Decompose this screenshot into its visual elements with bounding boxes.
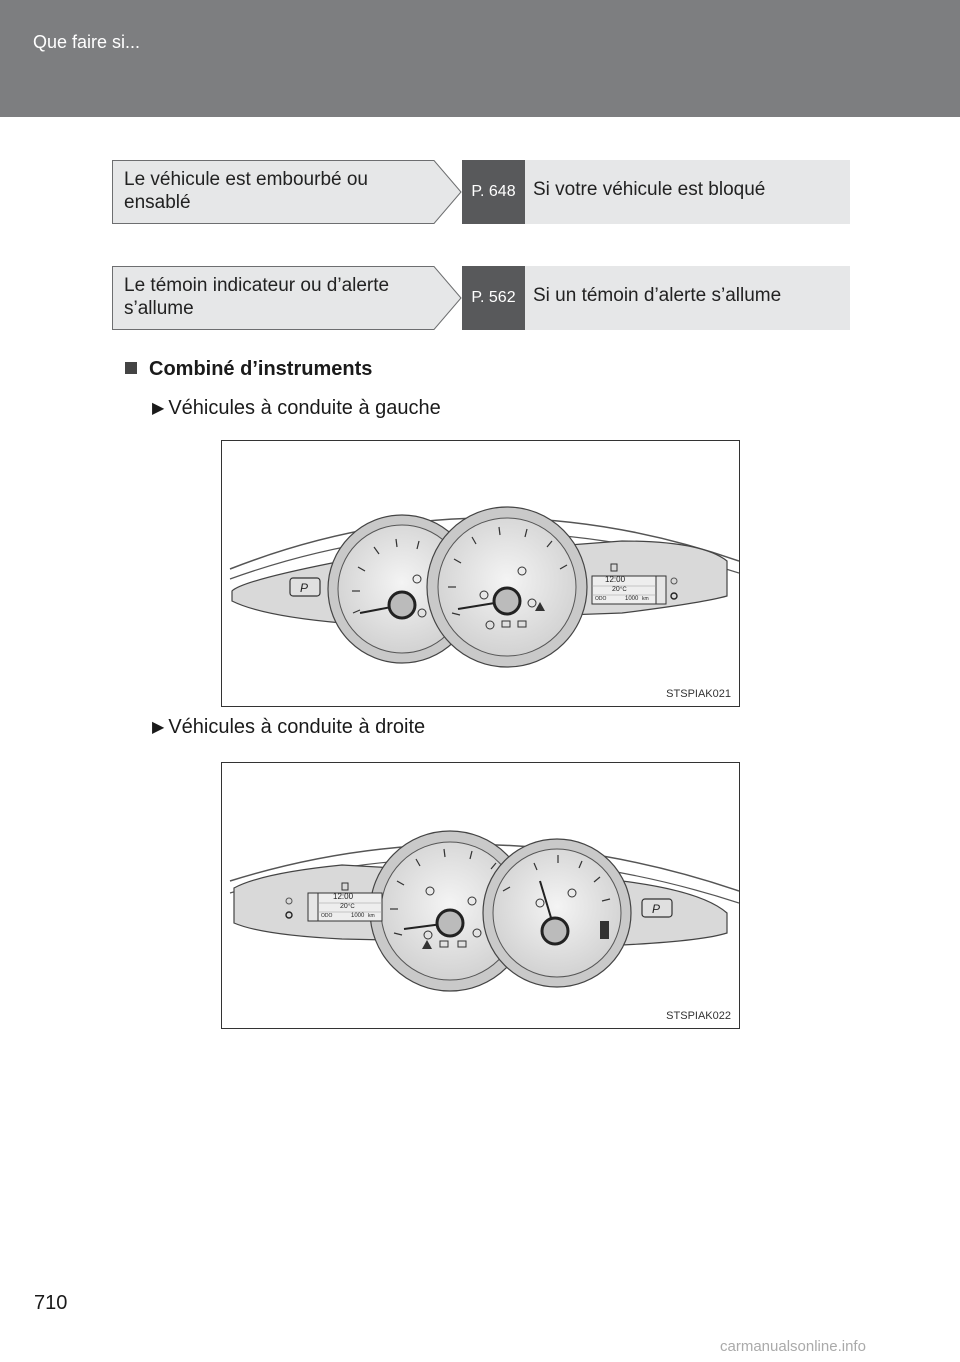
lcd-odo-value: 1000 (625, 596, 639, 602)
action-box (525, 266, 850, 330)
figure-lhd-cluster (221, 440, 740, 707)
figure-code: STSPIAK021 (666, 688, 731, 700)
triangle-bullet-icon: ▶ (152, 719, 165, 736)
gear-p-label: P (652, 902, 661, 916)
lcd-odo-label: ODO (321, 913, 333, 919)
lcd-odo-unit: km (368, 913, 375, 919)
variant-heading-text: Véhicules à conduite à gauche (168, 397, 441, 419)
section-heading (125, 358, 372, 381)
figure-code: STSPIAK022 (666, 1010, 731, 1022)
page-reference-link[interactable]: P. 562 (462, 266, 525, 330)
lcd-time: 12:00 (605, 575, 626, 584)
page-header (0, 0, 960, 117)
variant-heading-rhd (152, 716, 425, 739)
variant-heading-text: Véhicules à conduite à droite (168, 716, 426, 738)
section-heading-text: Combiné d’instruments (149, 358, 373, 380)
lcd-odo-value: 1000 (351, 913, 365, 919)
header-title: Que faire si... (33, 32, 141, 52)
lcd-time: 12:00 (333, 892, 354, 901)
lcd-temp-unit: °C (620, 587, 627, 593)
lcd-temp: 20 (612, 586, 620, 593)
lcd-odo-label: ODO (595, 596, 607, 602)
condition-box (112, 266, 462, 330)
page-number: 710 (34, 1292, 68, 1314)
lcd-temp-unit: °C (348, 904, 355, 910)
triangle-bullet-icon: ▶ (152, 400, 165, 417)
action-text: Si votre véhicule est bloqué (533, 179, 766, 200)
lcd-odo-unit: km (642, 596, 649, 602)
lcd-temp: 20 (340, 903, 348, 910)
condition-text: Le témoin indicateur ou d’alerte s’allume (124, 275, 390, 319)
variant-heading-lhd (152, 397, 441, 420)
instrument-cluster-illustration (222, 763, 739, 1028)
square-bullet-icon (125, 362, 137, 374)
condition-text: Le véhicule est embourbé ou ensablé (124, 169, 368, 213)
figure-rhd-cluster (221, 762, 740, 1029)
page-reference-link[interactable]: P. 648 (462, 160, 525, 224)
xref-row (112, 266, 850, 330)
action-box (525, 160, 850, 224)
instrument-cluster-illustration (222, 441, 739, 706)
xref-row (112, 160, 850, 224)
watermark: carmanualsonline.info (720, 1338, 866, 1355)
condition-box (112, 160, 462, 224)
gear-p-label: P (300, 581, 309, 595)
action-text: Si un témoin d’alerte s’allume (533, 285, 782, 306)
